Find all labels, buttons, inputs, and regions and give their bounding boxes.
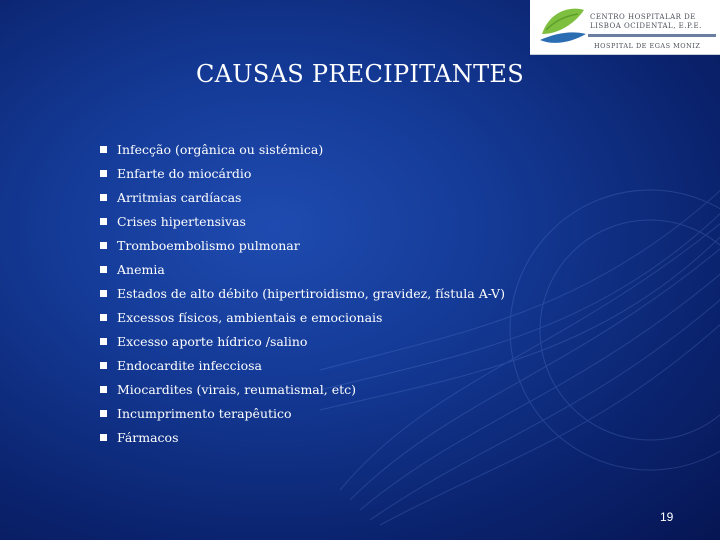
list-item	[100, 353, 505, 377]
square-bullet-icon	[100, 338, 107, 345]
list-item-text: Fármacos	[117, 429, 179, 445]
list-item-text: Enfarte do miocárdio	[117, 165, 252, 181]
list-item	[100, 281, 505, 305]
list-item-text: Endocardite infecciosa	[117, 357, 262, 373]
list-item	[100, 137, 505, 161]
square-bullet-icon	[100, 434, 107, 441]
list-item-text: Estados de alto débito (hipertiroidismo, gravidez, fístula A-V)	[117, 285, 505, 301]
list-item	[100, 401, 505, 425]
list-item-text: Incumprimento terapêutico	[117, 405, 292, 421]
list-item	[100, 329, 505, 353]
hospital-logo	[530, 0, 720, 55]
causes-list	[100, 137, 505, 449]
square-bullet-icon	[100, 146, 107, 153]
hospital-logo-icon	[536, 4, 588, 48]
square-bullet-icon	[100, 410, 107, 417]
square-bullet-icon	[100, 170, 107, 177]
list-item	[100, 185, 505, 209]
logo-text-line-3: HOSPITAL DE EGAS MONIZ	[594, 42, 701, 50]
list-item	[100, 257, 505, 281]
list-item	[100, 425, 505, 449]
list-item	[100, 233, 505, 257]
list-item	[100, 377, 505, 401]
square-bullet-icon	[100, 242, 107, 249]
list-item-text: Excessos físicos, ambientais e emocionais	[117, 309, 383, 325]
list-item-text: Excesso aporte hídrico /salino	[117, 333, 308, 349]
list-item	[100, 305, 505, 329]
page-number: 19	[660, 510, 674, 524]
list-item-text: Crises hipertensivas	[117, 213, 246, 229]
logo-text-line-2: LISBOA OCIDENTAL, E.P.E.	[590, 22, 702, 30]
list-item-text: Infecção (orgânica ou sistémica)	[117, 141, 324, 157]
square-bullet-icon	[100, 314, 107, 321]
logo-text-line-1: CENTRO HOSPITALAR DE	[590, 13, 696, 21]
square-bullet-icon	[100, 386, 107, 393]
square-bullet-icon	[100, 266, 107, 273]
list-item-text: Anemia	[117, 261, 165, 277]
list-item-text: Tromboembolismo pulmonar	[117, 237, 300, 253]
square-bullet-icon	[100, 218, 107, 225]
list-item-text: Miocardites (virais, reumatismal, etc)	[117, 381, 356, 397]
square-bullet-icon	[100, 362, 107, 369]
list-item	[100, 209, 505, 233]
slide-title: CAUSAS PRECIPITANTES	[196, 60, 524, 88]
square-bullet-icon	[100, 290, 107, 297]
list-item	[100, 161, 505, 185]
square-bullet-icon	[100, 194, 107, 201]
logo-divider	[588, 34, 716, 37]
list-item-text: Arritmias cardíacas	[117, 189, 242, 205]
